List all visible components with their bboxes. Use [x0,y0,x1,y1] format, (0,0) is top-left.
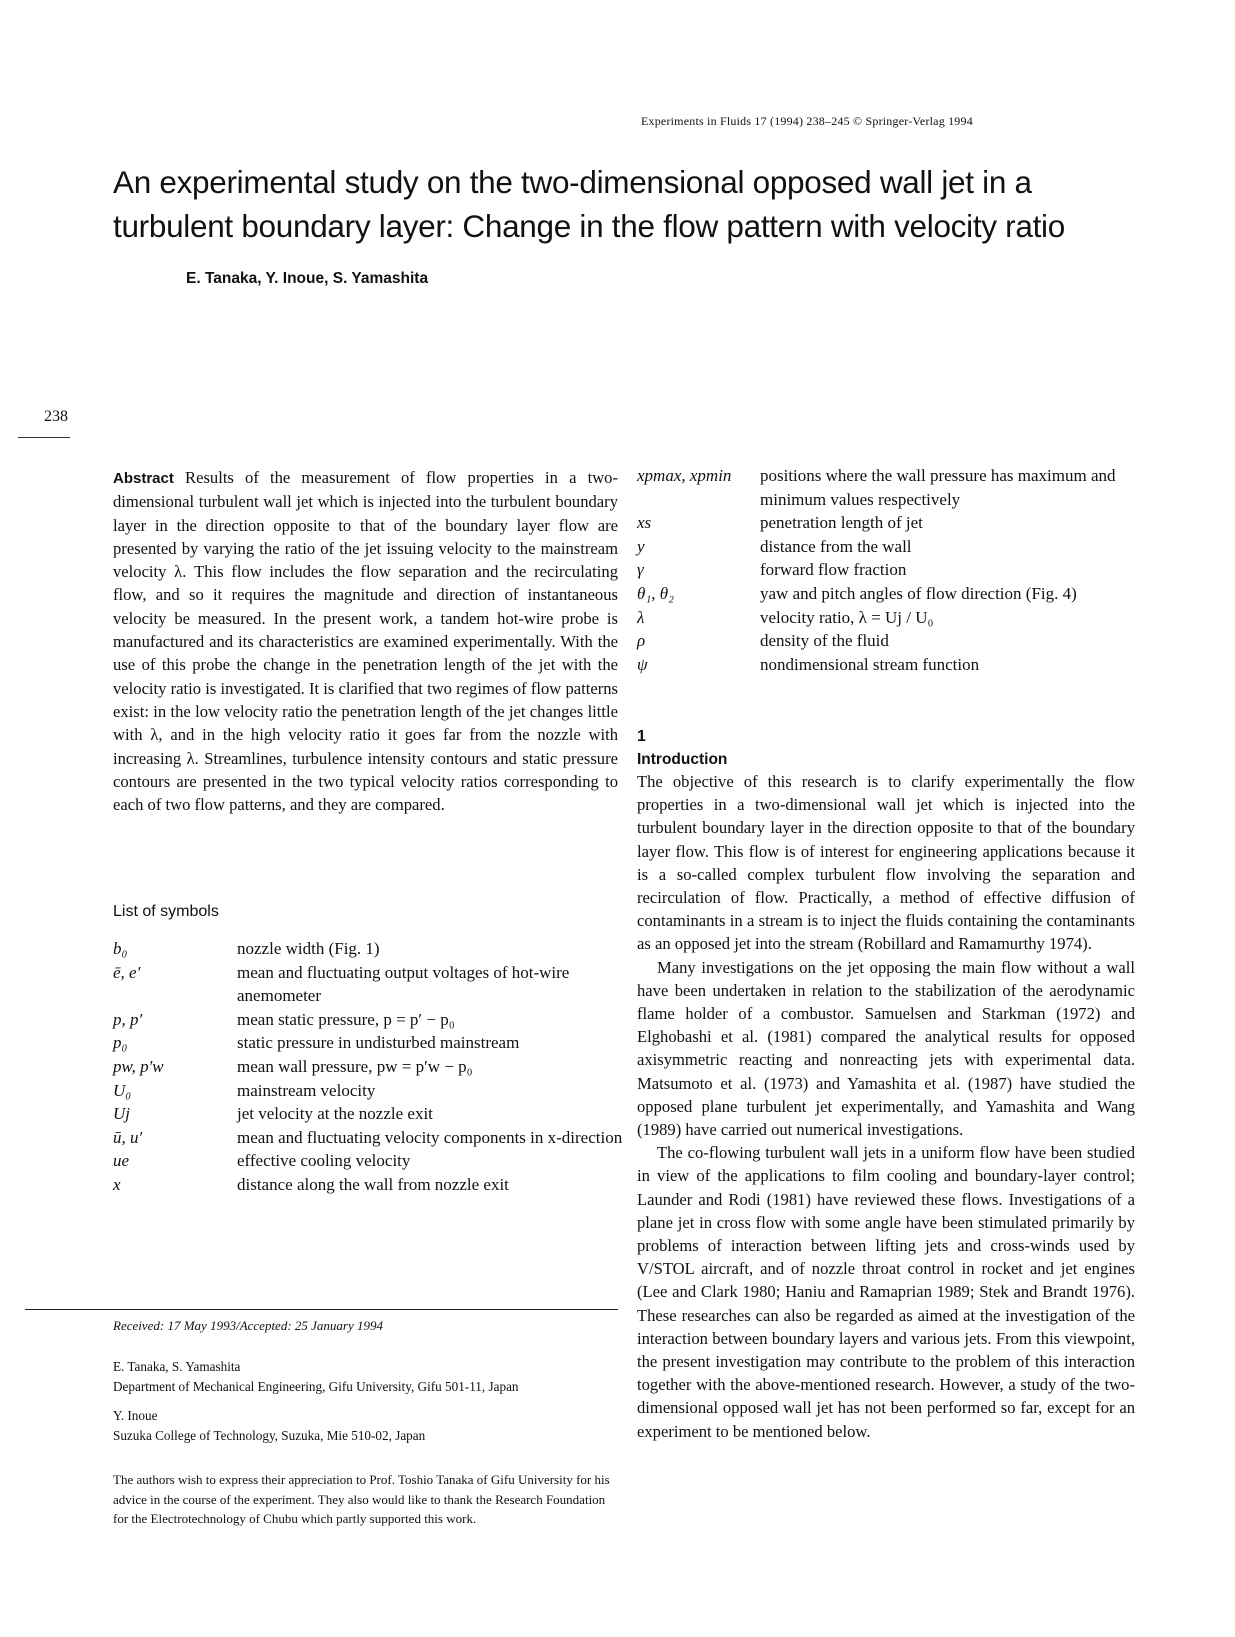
affiliation-institution: Suzuka College of Technology, Suzuka, Mie 510-02, Japan [113,1428,426,1443]
symbol-description: distance from the wall [760,536,912,556]
symbol: xs [637,513,652,533]
abstract-label: Abstract [113,470,174,487]
symbols-heading: List of symbols [113,903,219,920]
symbol-description: density of the fluid [760,631,889,651]
symbol-description: velocity ratio, λ = Uj / U₀ [760,607,934,627]
symbol-row [113,1102,623,1126]
symbol-row [637,629,1137,653]
symbol-row [637,511,1137,535]
page-number: 238 [44,408,68,425]
received-dates: Received: 17 May 1993/Accepted: 25 January 1994 [113,1318,384,1333]
symbol-description: mainstream velocity [237,1080,376,1100]
abstract-text: Results of the measurement of flow properties in a two-dimensional turbulent wall jet which is injected into the turbulent boundary layer in the direction opposite to that of the boundary layer flow are presented by varying the ratio of the jet issuing velocity to the mainstream velocity λ. This flow includes the flow separation and the recirculating flow, and so it requires the magnitude and direction of instantaneous velocity be measured. In the present work, a tandem hot-wire probe is manufactured and its characteristics are examined experimentally. With the use of this probe the change in the penetration length of the jet with the velocity ratio is investigated. It is clarified that two regimes of flow patterns exist: in the low velocity ratio the penetration length of the jet changes little with λ, and in the high velocity ratio it goes far from the nozzle with increasing λ. Streamlines, turbulence intensity contours and static pressure contours are presented in the two typical velocity ratios corresponding to each of two flow patterns, and they are compared. [113,468,618,815]
acknowledgment: The authors wish to express their appreciation to Prof. Toshio Tanaka of Gifu University for his advice in the course of the experiment. They also would like to thank the Research Foundation for the Electrotechnology of Chubu which partly supported this work. [113,1472,610,1526]
symbol-description: nondimensional stream function [760,654,980,674]
symbol: p, p′ [113,1009,143,1029]
symbol-description: penetration length of jet [760,513,923,533]
intro-paragraph: The objective of this research is to clarify experimentally the flow properties in a two-dimensional wall jet which is injected into the turbulent boundary layer in the direction opposite to that of the boundary layer flow. This flow is of interest for engineering applications because it is a so-called complex turbulent flow involving the separation and recirculation of flow. Practically, a method of effective diffusion of contaminants in a stream is to inject the fluids containing the contaminants as an opposed jet into the stream (Robillard and Ramamurthy 1974). [637,772,1135,954]
symbol-row [113,937,623,961]
symbol: ū, u′ [113,1127,143,1147]
symbol-description: mean static pressure, p = p′ − p₀ [237,1009,455,1029]
symbol-row [637,464,1137,511]
symbol-description: distance along the wall from nozzle exit [237,1174,509,1194]
symbol-row [637,582,1137,606]
symbol: θ₁, θ₂ [637,583,675,603]
symbol-row [113,1079,623,1103]
symbol: ψ [637,654,648,674]
symbol-row [637,606,1137,630]
affiliation-names: E. Tanaka, S. Yamashita [113,1359,241,1374]
symbol-description: static pressure in undisturbed mainstream [237,1033,520,1053]
symbol: U₀ [113,1080,132,1100]
symbol: ρ [637,631,646,651]
paper-title: An experimental study on the two-dimensional opposed wall jet in a turbulent boundary layer: Change in the flow pattern with velocity ratio [113,164,1065,244]
journal-citation: Experiments in Fluids 17 (1994) 238–245 © Springer-Verlag 1994 [641,114,973,128]
symbol-description: yaw and pitch angles of flow direction (Fig. 4) [760,583,1077,603]
symbol-row [113,1173,623,1197]
symbol: p₀ [113,1033,128,1053]
symbol-row [113,1126,623,1150]
symbol-row [637,535,1137,559]
symbol-description: nozzle width (Fig. 1) [237,939,380,958]
symbol: xpmax, xpmin [637,466,732,485]
symbol: γ [637,560,644,580]
symbol-row [113,1031,623,1055]
symbol-description: effective cooling velocity [237,1151,411,1171]
symbol: x [113,1174,121,1194]
symbol-row [637,558,1137,582]
introduction-body [637,770,1135,1443]
symbol-description: mean wall pressure, pw = p′w − p₀ [237,1056,473,1076]
symbol: y [637,536,645,556]
symbol: λ [637,607,645,627]
abstract-paragraph [113,466,618,816]
symbol-list-left [113,937,623,1197]
symbol-row [113,1055,623,1079]
symbol-row [637,653,1137,677]
footnote-rule [25,1309,618,1310]
section-number: 1 [637,728,646,745]
affiliation-1 [113,1357,519,1397]
symbol: b₀ [113,939,128,958]
intro-paragraph: Many investigations on the jet opposing the main flow without a wall have been undertaken in relation to the stabilization of the aerodynamic flame holder of a combustor. Samuelsen and Starkman (1972) and Elghobashi et al. (1981) compared the analytical results for opposed axisymmetric reacting and nonreacting jets with experimental data. Matsumoto et al. (1973) and Yamashita et al. (1987) have studied the opposed plane turbulent jet experimentally, and Yamashita and Wang (1989) have carried out numerical investigations. [637,957,1135,1140]
page-number-rule [18,437,70,438]
symbol-description: jet velocity at the nozzle exit [237,1104,433,1124]
symbol-description: mean and fluctuating output voltages of hot-wire anemometer [237,962,570,1006]
section-title: Introduction [637,751,728,768]
author-list: E. Tanaka, Y. Inoue, S. Yamashita [186,270,429,287]
symbol-description: mean and fluctuating velocity components in x-direction [237,1127,623,1147]
symbol-list-right [637,464,1137,676]
affiliation-names: Y. Inoue [113,1408,158,1423]
intro-paragraph: The co-flowing turbulent wall jets in a uniform flow have been studied in view of the applications to film cooling and boundary-layer control; Launder and Rodi (1981) have reviewed these flows. Investigations of a plane jet in cross flow with some angle have been stimulated primarily by problems of interaction between lifting jets and cross-winds used by V/STOL aircraft, and of nozzle throat control in rocket and jet engines (Lee and Clark 1980; Haniu and Ramaprian 1989; Stek and Brandt 1976). These researches can also be regarded as aimed at the investigation of the interaction between boundary layers and various jets. From this viewpoint, the present investigation may contribute to the problem of this interaction together with the above-mentioned research. However, a study of the two-dimensional opposed wall jet has not been performed so far, except for an experiment to be mentioned below. [637,1143,1135,1441]
symbol: Uj [113,1104,130,1124]
symbol: pw, p′w [113,1056,164,1076]
symbol-row [113,1008,623,1032]
symbol-row [113,961,623,1008]
affiliation-institution: Department of Mechanical Engineering, Gifu University, Gifu 501-11, Japan [113,1379,519,1394]
abstract-block [113,466,618,816]
symbol-description: positions where the wall pressure has maximum and minimum values respectively [760,466,1116,509]
symbol-description: forward flow fraction [760,560,907,580]
symbol: ē, e′ [113,962,141,982]
symbol-row [113,1149,623,1173]
symbol: ue [113,1151,130,1171]
affiliation-2 [113,1406,425,1446]
